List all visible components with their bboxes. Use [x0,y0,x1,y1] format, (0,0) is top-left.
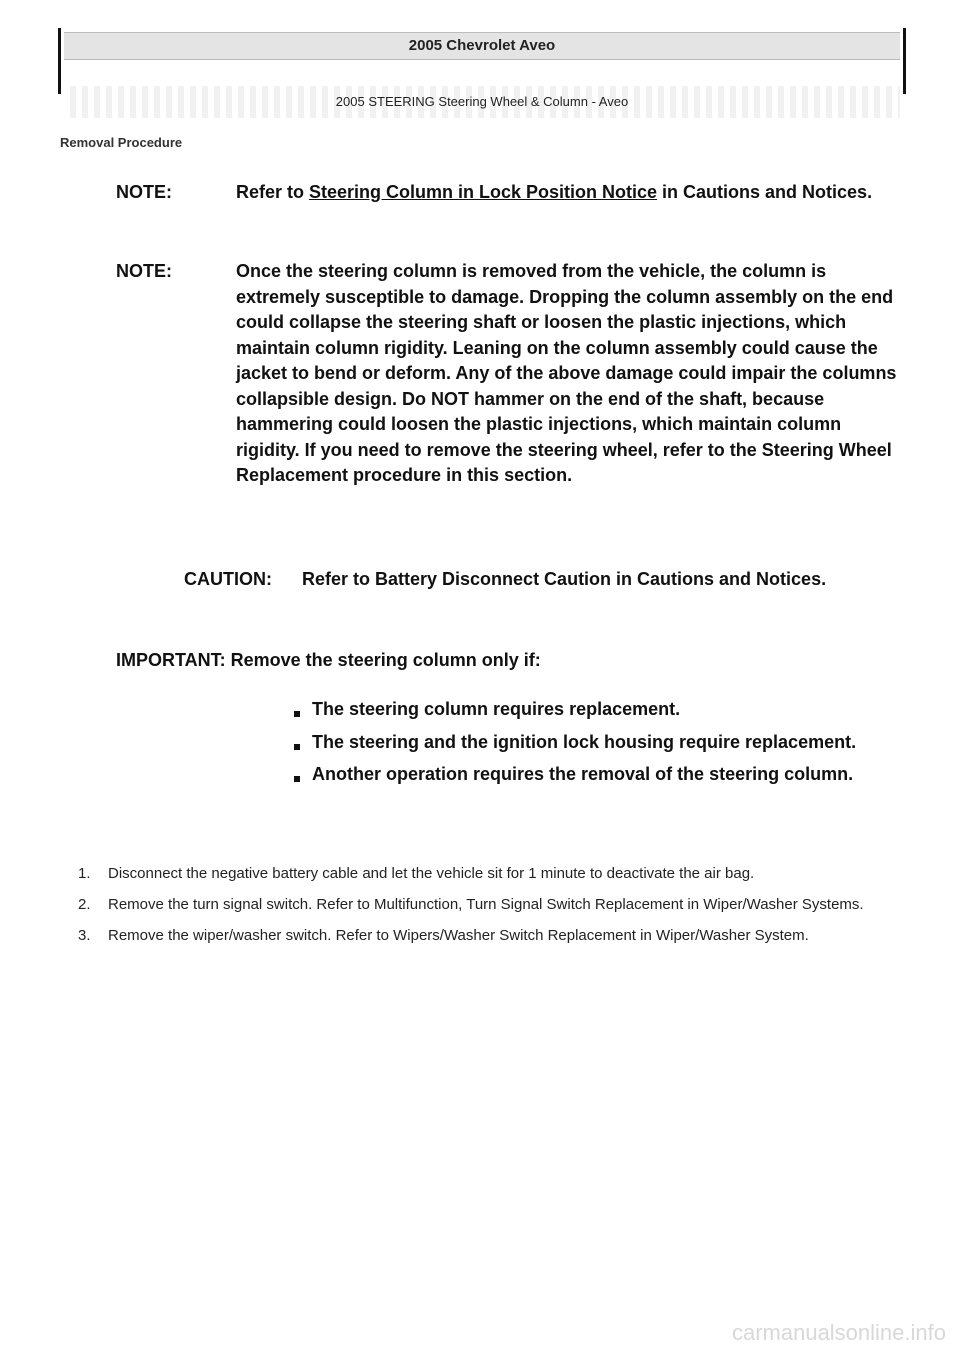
header-right-border [903,28,906,94]
step-item [78,924,890,947]
step-number: 3. [78,927,91,944]
procedure-steps [78,862,890,955]
bullet-icon [294,744,300,750]
list-item [288,762,900,788]
caution-text: Refer to Battery Disconnect Caution in Cautions and Notices. [302,569,827,589]
note-label: NOTE: [116,182,172,202]
section-title: Removal Procedure [60,135,183,150]
watermark: carmanualsonline.info [731,1320,946,1345]
header-left-border [58,28,61,94]
page-header [58,28,906,109]
condition-list [288,697,900,795]
bullet-icon [294,711,300,717]
step-text: Remove the wiper/washer switch. Refer to Wipers/Washer Switch Replacement in Wiper/Washer System. [108,927,809,944]
note-label: NOTE: [116,261,172,281]
step-text: Remove the turn signal switch. Refer to Multifunction, Turn Signal Switch Replacement in Wiper/Washer Systems. [108,896,864,913]
important-line: IMPORTANT: Remove the steering column only if: [116,650,541,670]
step-number: 1. [78,865,91,882]
note-text-pre: Refer to [236,182,310,202]
list-item [288,730,900,756]
step-number: 2. [78,896,91,913]
step-item [78,862,890,885]
list-item-text: The steering and the ignition lock housing require replacement. [312,731,857,752]
note-text-post: in Cautions and Notices. [657,182,873,202]
bullet-icon [294,776,300,782]
note-text: Once the steering column is removed from the vehicle, the column is extremely susceptible to damage. Dropping the column assembly on the end could collapse the steering shaft or loosen the plastic injections, which maintain column rigidity. Leaning on the column assembly could cause the jacket to bend or deform. Any of the above damage could impair the columns collapsible design. Do NOT hammer on the end of the shaft, because hammering could loosen the plastic injections, which maintain column rigidity. If you need to remove the steering wheel, refer to the Steering Wheel Replacement procedure in this section. [236,261,897,485]
list-item-text: The steering column requires replacement. [312,699,681,719]
caution-label: CAUTION: [184,569,272,589]
steering-column-lock-notice-link[interactable]: Steering Column in Lock Position Notice [309,182,658,202]
list-item [288,697,900,723]
header-subtitle: 2005 STEERING Steering Wheel & Column - Aveo [64,86,900,118]
header-title: 2005 Chevrolet Aveo [64,32,900,60]
list-item-text: Another operation requires the removal of the steering column. [312,764,854,784]
step-item [78,893,890,916]
step-text: Disconnect the negative battery cable and let the vehicle sit for 1 minute to deactivate the air bag. [108,865,755,882]
note-text [236,180,900,206]
